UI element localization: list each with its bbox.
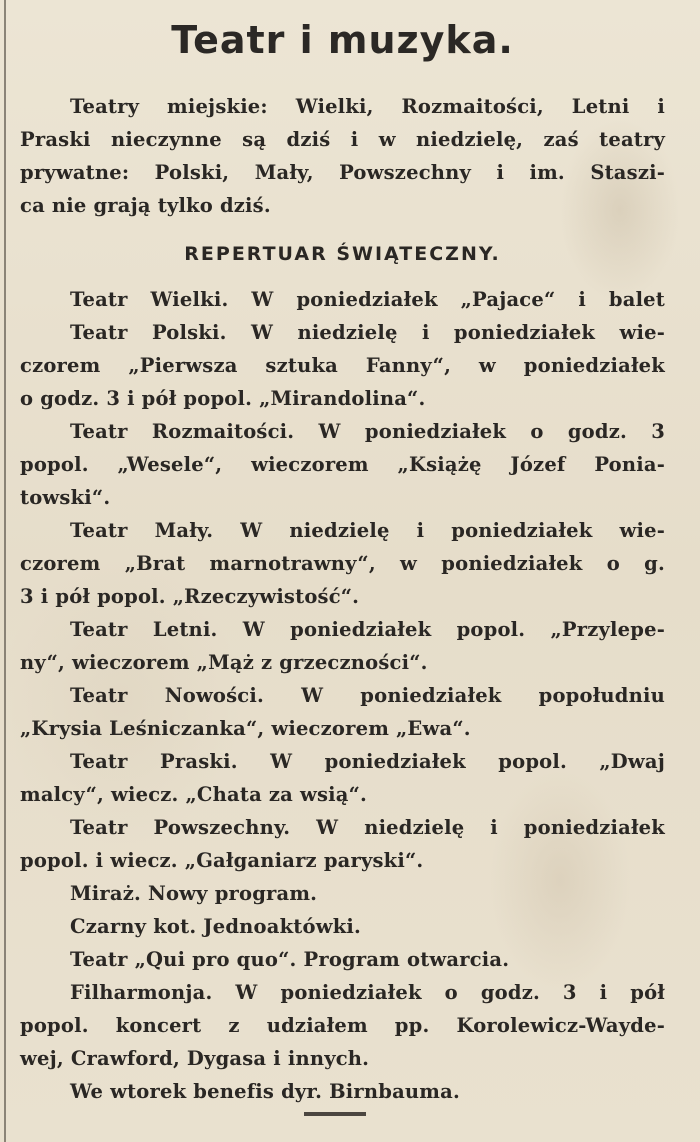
text-line: popol. „Wesele“, wieczorem „Książę Józef Ponia-	[20, 453, 665, 476]
text-line: Teatry miejskie: Wielki, Rozmaitości, Letni i	[70, 95, 665, 118]
text-line: „Krysia Leśniczanka“, wieczorem „Ewa“.	[20, 717, 471, 740]
text-line: Teatr Polski. W niedzielę i poniedziałek wie-	[70, 321, 665, 344]
text-line: Teatr Wielki. W poniedziałek „Pajace“ i balet	[70, 288, 665, 311]
text-line: Miraż. Nowy program.	[70, 882, 318, 905]
text-line: Teatr Letni. W poniedziałek popol. „Przylepe-	[70, 618, 665, 641]
article-column	[20, 0, 665, 1142]
article-title: Teatr i muzyka.	[171, 18, 514, 62]
section-divider	[304, 1112, 366, 1116]
text-line: ca nie grają tylko dziś.	[20, 194, 271, 217]
text-line: Teatr Powszechny. W niedzielę i poniedziałek	[70, 816, 665, 839]
text-line: We wtorek benefis dyr. Birnbauma.	[70, 1080, 460, 1103]
text-line: czorem „Brat marnotrawny“, w poniedziałek o g.	[20, 552, 665, 575]
text-line: Teatr „Qui pro quo“. Program otwarcia.	[70, 948, 510, 971]
text-line: Teatr Praski. W poniedziałek popol. „Dwaj	[70, 750, 665, 773]
text-line: towski“.	[20, 486, 111, 509]
section-subheading: REPERTUAR ŚWIĄTECZNY.	[184, 243, 501, 265]
text-line: czorem „Pierwsza sztuka Fanny“, w poniedziałek	[20, 354, 665, 377]
text-line: Teatr Nowości. W poniedziałek popołudniu	[70, 684, 665, 707]
text-line: Filharmonja. W poniedziałek o godz. 3 i pół	[70, 981, 665, 1004]
text-line: Teatr Mały. W niedzielę i poniedziałek wie-	[70, 519, 665, 542]
text-line: o godz. 3 i pół popol. „Mirandolina“.	[20, 387, 426, 410]
text-line: malcy“, wiecz. „Chata za wsią“.	[20, 783, 368, 806]
text-line: ny“, wieczorem „Mąż z grzeczności“.	[20, 651, 428, 674]
text-line: 3 i pół popol. „Rzeczywistość“.	[20, 585, 360, 608]
text-line: prywatne: Polski, Mały, Powszechny i im. Staszi-	[20, 161, 665, 184]
text-line: Praski nieczynne są dziś i w niedzielę, zaś teatry	[20, 128, 665, 151]
column-border-line	[4, 0, 6, 1142]
text-line: popol. koncert z udziałem pp. Korolewicz-Wayde-	[20, 1014, 665, 1037]
text-line: Teatr Rozmaitości. W poniedziałek o godz. 3	[70, 420, 665, 443]
text-line: popol. i wiecz. „Gałganiarz paryski“.	[20, 849, 424, 872]
text-line: wej, Crawford, Dygasa i innych.	[20, 1047, 370, 1070]
text-line: Czarny kot. Jednoaktówki.	[70, 915, 362, 938]
